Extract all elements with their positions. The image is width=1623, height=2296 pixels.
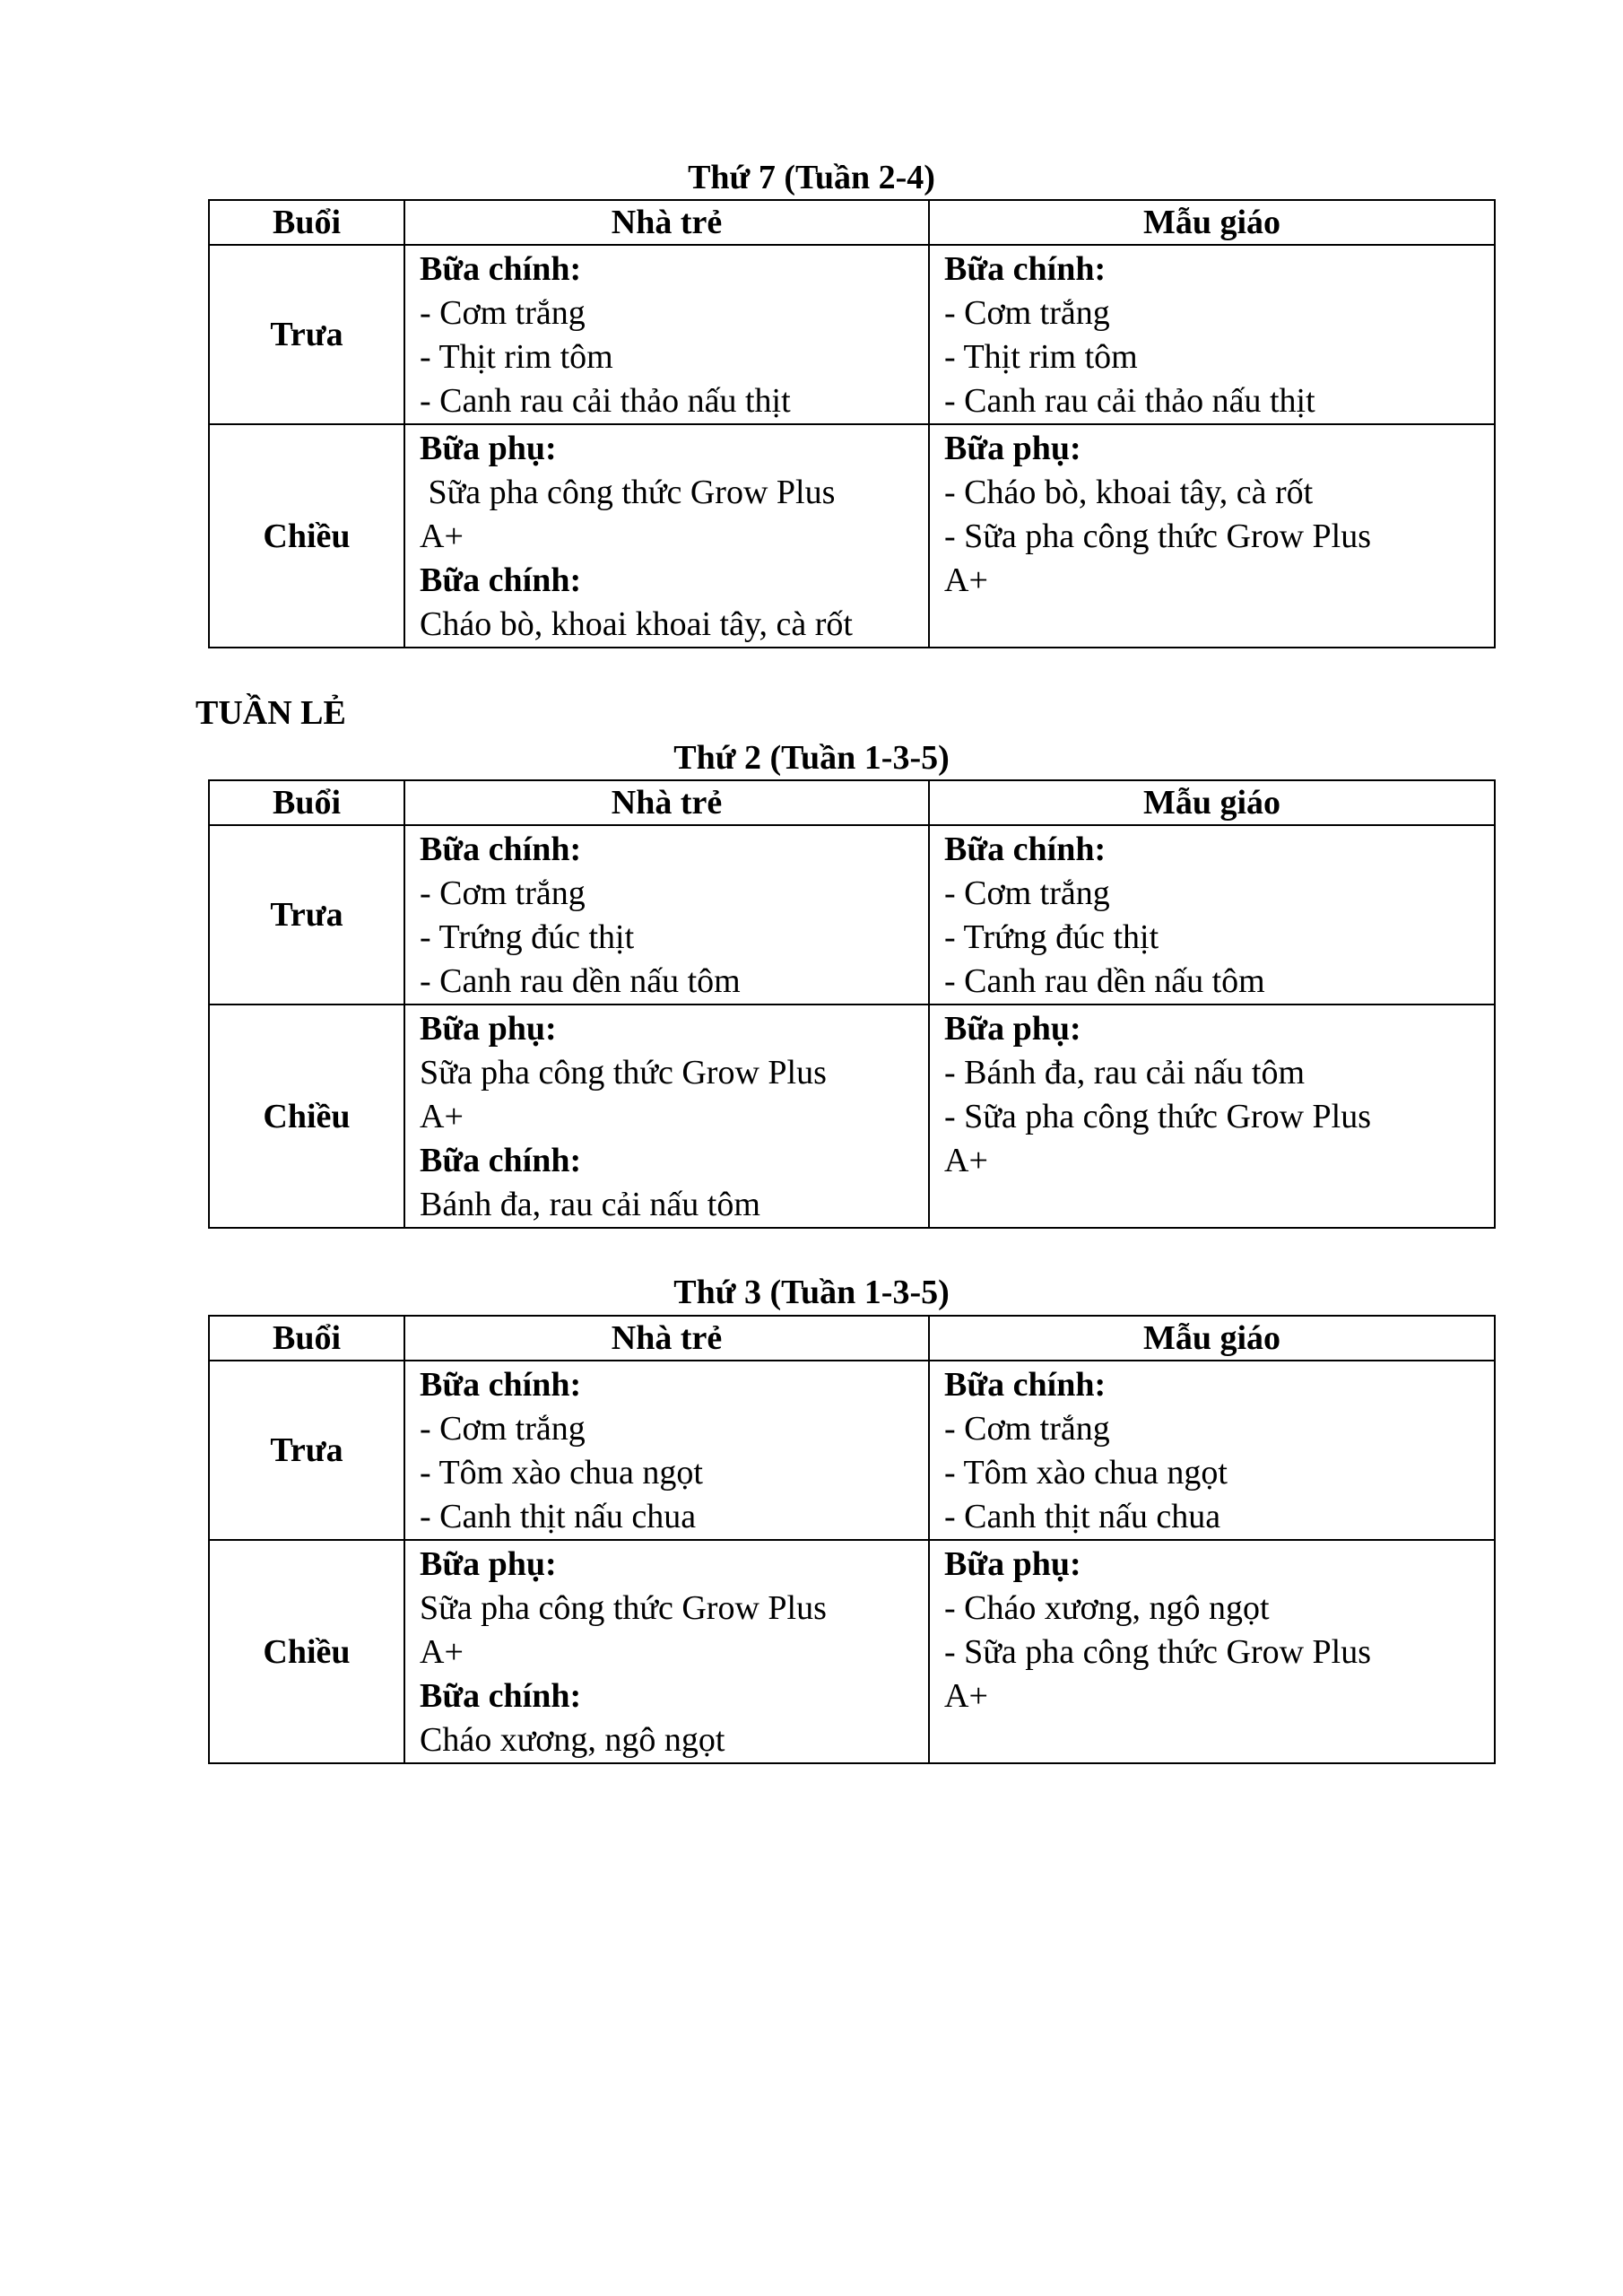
menu-item: A+ xyxy=(944,561,988,599)
meal-type-label: Bữa chính: xyxy=(420,1366,582,1404)
menu-item: Cháo bò, khoai khoai tây, cà rốt xyxy=(420,605,853,643)
nursery-cell xyxy=(404,1540,929,1763)
menu-item: - Tôm xào chua ngọt xyxy=(420,1454,703,1492)
menu-item: Sữa pha công thức Grow Plus xyxy=(420,474,836,511)
table-title: Thứ 2 (Tuần 1-3-5) xyxy=(673,739,950,777)
kindergarten-cell xyxy=(929,424,1495,648)
session-cell: Trưa xyxy=(209,245,404,424)
table-header-row xyxy=(209,200,1495,245)
menu-item: - Cơm trắng xyxy=(420,294,586,332)
table-header-row xyxy=(209,780,1495,825)
nursery-cell xyxy=(404,1004,929,1228)
menu-item: - Sữa pha công thức Grow Plus xyxy=(944,1633,1372,1671)
menu-item: - Canh rau dền nấu tôm xyxy=(420,962,741,1000)
menu-item: - Canh rau cải thảo nấu thịt xyxy=(420,382,791,420)
session-cell: Chiều xyxy=(209,1540,404,1763)
meal-type-label: Bữa phụ: xyxy=(944,430,1081,467)
header-session: Buổi xyxy=(209,200,404,245)
header-session: Buổi xyxy=(209,780,404,825)
meal-type-label: Bữa chính: xyxy=(944,1366,1107,1404)
header-kindergarten: Mẫu giáo xyxy=(929,1316,1495,1361)
table-row xyxy=(209,825,1495,1004)
menu-item: Sữa pha công thức Grow Plus xyxy=(420,1589,827,1627)
menu-item: - Trứng đúc thịt xyxy=(420,918,635,956)
menu-item: - Canh thịt nấu chua xyxy=(944,1498,1221,1535)
table-row xyxy=(209,1361,1495,1540)
menu-item: - Sữa pha công thức Grow Plus xyxy=(944,517,1372,555)
table-header-row xyxy=(209,1316,1495,1361)
meal-type-label: Bữa chính: xyxy=(420,1142,582,1179)
menu-item: - Canh rau dền nấu tôm xyxy=(944,962,1265,1000)
menu-item: Bánh đa, rau cải nấu tôm xyxy=(420,1186,760,1223)
kindergarten-cell xyxy=(929,1540,1495,1763)
kindergarten-cell xyxy=(929,825,1495,1004)
kindergarten-cell xyxy=(929,1004,1495,1228)
table-row xyxy=(209,245,1495,424)
meal-type-label: Bữa chính: xyxy=(420,831,582,868)
session-cell: Trưa xyxy=(209,1361,404,1540)
menu-item: - Canh thịt nấu chua xyxy=(420,1498,697,1535)
menu-table-mon xyxy=(208,779,1496,1229)
session-cell: Trưa xyxy=(209,825,404,1004)
meal-type-label: Bữa chính: xyxy=(944,831,1107,868)
menu-item: - Tôm xào chua ngọt xyxy=(944,1454,1228,1492)
header-kindergarten: Mẫu giáo xyxy=(929,200,1495,245)
kindergarten-cell xyxy=(929,1361,1495,1540)
menu-item: A+ xyxy=(420,1098,464,1135)
menu-item: - Thịt rim tôm xyxy=(420,338,613,376)
header-session: Buổi xyxy=(209,1316,404,1361)
table-row xyxy=(209,1540,1495,1763)
nursery-cell xyxy=(404,1361,929,1540)
table-title: Thứ 3 (Tuần 1-3-5) xyxy=(673,1274,950,1311)
meal-type-label: Bữa phụ: xyxy=(420,1545,557,1583)
menu-item: Cháo xương, ngô ngọt xyxy=(420,1721,725,1759)
meal-type-label: Bữa chính: xyxy=(420,561,582,599)
nursery-cell xyxy=(404,245,929,424)
header-kindergarten: Mẫu giáo xyxy=(929,780,1495,825)
table-row xyxy=(209,424,1495,648)
session-cell: Chiều xyxy=(209,424,404,648)
menu-table-sat xyxy=(208,199,1496,648)
menu-item: - Cháo bò, khoai tây, cà rốt xyxy=(944,474,1314,511)
table-title: Thứ 7 (Tuần 2-4) xyxy=(688,159,935,196)
menu-item: - Cơm trắng xyxy=(944,1410,1110,1448)
section-heading: TUẦN LẺ xyxy=(195,694,346,732)
menu-item: - Bánh đa, rau cải nấu tôm xyxy=(944,1054,1306,1091)
nursery-cell xyxy=(404,825,929,1004)
menu-item: - Cháo xương, ngô ngọt xyxy=(944,1589,1270,1627)
menu-item: A+ xyxy=(944,1142,988,1179)
meal-type-label: Bữa phụ: xyxy=(420,1010,557,1048)
meal-type-label: Bữa chính: xyxy=(420,250,582,288)
header-nursery: Nhà trẻ xyxy=(404,780,929,825)
session-cell: Chiều xyxy=(209,1004,404,1228)
menu-item: A+ xyxy=(944,1677,988,1715)
menu-table-tue xyxy=(208,1315,1496,1764)
menu-item: - Cơm trắng xyxy=(420,874,586,912)
meal-type-label: Bữa phụ: xyxy=(944,1545,1081,1583)
meal-type-label: Bữa phụ: xyxy=(944,1010,1081,1048)
menu-item: A+ xyxy=(420,517,464,555)
header-nursery: Nhà trẻ xyxy=(404,200,929,245)
menu-item: Sữa pha công thức Grow Plus xyxy=(420,1054,827,1091)
menu-item: - Sữa pha công thức Grow Plus xyxy=(944,1098,1372,1135)
meal-type-label: Bữa chính: xyxy=(420,1677,582,1715)
menu-item: - Canh rau cải thảo nấu thịt xyxy=(944,382,1315,420)
menu-item: - Trứng đúc thịt xyxy=(944,918,1159,956)
table-row xyxy=(209,1004,1495,1228)
menu-item: A+ xyxy=(420,1633,464,1671)
menu-item: - Cơm trắng xyxy=(944,874,1110,912)
nursery-cell xyxy=(404,424,929,648)
meal-type-label: Bữa phụ: xyxy=(420,430,557,467)
kindergarten-cell xyxy=(929,245,1495,424)
meal-type-label: Bữa chính: xyxy=(944,250,1107,288)
menu-item: - Cơm trắng xyxy=(420,1410,586,1448)
header-nursery: Nhà trẻ xyxy=(404,1316,929,1361)
menu-item: - Thịt rim tôm xyxy=(944,338,1138,376)
menu-item: - Cơm trắng xyxy=(944,294,1110,332)
